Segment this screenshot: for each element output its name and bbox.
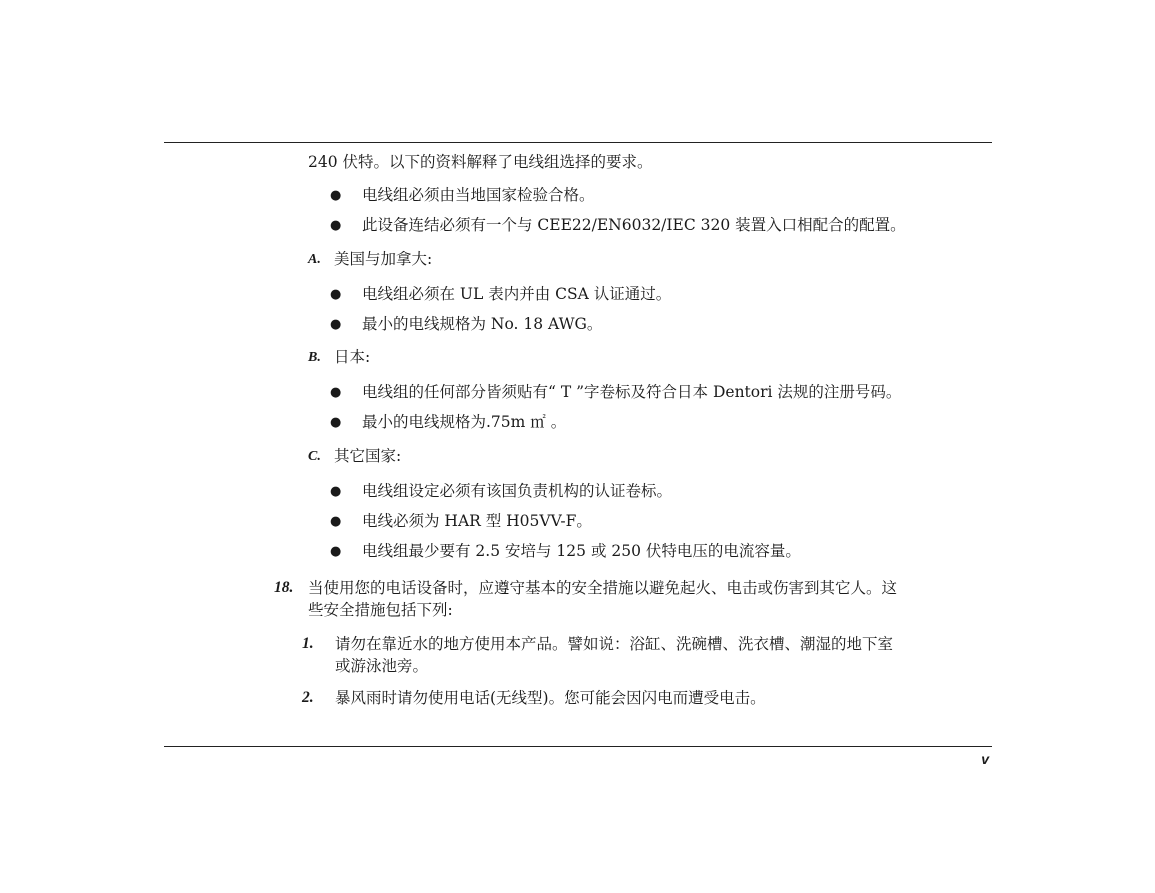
section-b-letter: B. (308, 350, 321, 365)
section-c-letter: C. (308, 449, 321, 464)
bullet-icon: ● (330, 385, 342, 400)
bullet-icon: ● (330, 188, 342, 203)
section-a-bullet-2: 最小的电线规格为 No. 18 AWG。 (362, 315, 603, 333)
section-a-letter: A. (308, 252, 321, 267)
section-a-bullet-1: 电线组必须在 UL 表内并由 CSA 认证通过。 (362, 285, 672, 303)
bullet-icon: ● (330, 218, 342, 233)
bullet-icon: ● (330, 484, 342, 499)
item-18-number: 18. (274, 579, 294, 596)
bullet-icon: ● (330, 514, 342, 529)
section-b-title: 日本: (334, 348, 371, 366)
subitem-1-text-line-2: 或游泳池旁。 (335, 657, 429, 675)
subitem-2-number: 2. (302, 689, 314, 706)
section-c-bullet-1: 电线组设定必须有该国负责机构的认证卷标。 (362, 482, 673, 500)
footer-rule (164, 746, 992, 747)
bullet-icon: ● (330, 544, 342, 559)
subitem-1-text-line-1: 请勿在靠近水的地方使用本产品。譬如说：浴缸、洗碗槽、洗衣槽、潮湿的地下室 (335, 635, 894, 653)
subitem-1-number: 1. (302, 635, 314, 652)
page-number: v (981, 751, 989, 767)
header-rule (164, 142, 992, 143)
bullet-icon: ● (330, 287, 342, 302)
section-c-bullet-3: 电线组最少要有 2.5 安培与 125 或 250 伏特电压的电流容量。 (362, 542, 801, 560)
general-bullet-2: 此设备连结必须有一个与 CEE22/EN6032/IEC 320 装置入口相配合的配置。 (362, 216, 906, 234)
section-b-bullet-1: 电线组的任何部分皆须贴有“ T ”字卷标及符合日本 Dentori 法规的注册号码。 (362, 383, 902, 401)
general-bullet-1: 电线组必须由当地国家检验合格。 (362, 186, 595, 204)
intro-text: 240 伏特。以下的资料解释了电线组选择的要求。 (308, 153, 653, 171)
bullet-icon: ● (330, 317, 342, 332)
section-c-title: 其它国家: (334, 447, 402, 465)
subitem-2-text: 暴风雨时请勿使用电话(无线型)。您可能会因闪电而遭受电击。 (335, 689, 766, 707)
section-c-bullet-2: 电线必须为 HAR 型 H05VV-F。 (362, 512, 592, 530)
section-a-title: 美国与加拿大: (334, 250, 433, 268)
section-b-bullet-2: 最小的电线规格为.75m ㎡ 。 (362, 413, 567, 431)
bullet-icon: ● (330, 415, 342, 430)
item-18-text-line-2: 些安全措施包括下列: (308, 601, 453, 619)
item-18-text-line-1: 当使用您的电话设备时，应遵守基本的安全措施以避免起火、电击或伤害到其它人。这 (308, 579, 898, 597)
